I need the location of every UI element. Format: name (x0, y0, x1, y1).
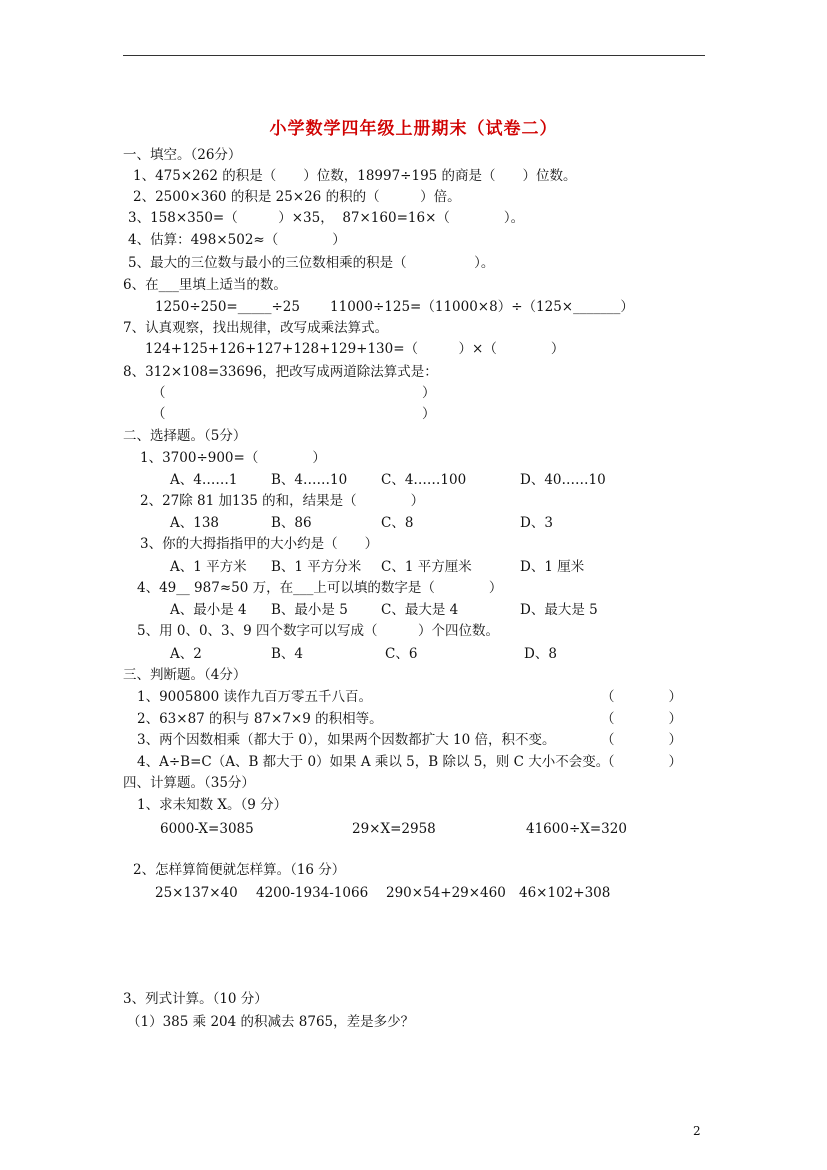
judge-item-2: 2、63×87 的积与 87×7×9 的积相等。 (137, 711, 383, 727)
question-2-4: 4、49__ 987≈50 万，在___上可以填的数字是（ ） (137, 580, 503, 596)
option-2-5-c: C、6 (385, 646, 418, 662)
option-2-5-d: D、8 (524, 646, 557, 662)
question-1-2: 2、2500×360 的积是 25×26 的积的（ ）倍。 (133, 189, 461, 205)
option-2-2-d: D、3 (520, 515, 553, 531)
page-number: 2 (693, 1124, 701, 1138)
question-1-8-answer-b: （ ） (152, 406, 436, 422)
question-1-4: 4、估算：498×502≈（ ） (128, 232, 346, 248)
option-2-2-c: C、8 (381, 515, 414, 531)
option-2-4-d: D、最大是 5 (520, 602, 598, 618)
option-2-3-c: C、1 平方厘米 (381, 559, 472, 575)
calc-part-3-question-1: （1）385 乘 204 的积减去 8765，差是多少？ (127, 1014, 415, 1030)
option-2-2-a: A、138 (170, 515, 220, 531)
option-2-4-a: A、最小是 4 (170, 602, 247, 618)
option-2-3-a: A、1 平方米 (170, 559, 247, 575)
judge-bracket-1: （ ） (601, 689, 682, 705)
question-2-1: 1、3700÷900=（ ） (140, 450, 326, 466)
equation-3: 41600÷X=320 (526, 821, 627, 837)
judge-item-3: 3、两个因数相乘（都大于 0），如果两个因数都扩大 10 倍，积不变。 (137, 732, 556, 748)
header-rule (123, 55, 705, 56)
equation-1: 6000-X=3085 (160, 821, 254, 837)
calc-part-2: 2、怎样算简便就怎样算。（16 分） (133, 862, 346, 878)
judge-bracket-4: （ ） (601, 754, 682, 770)
calc-part-3: 3、列式计算。（10 分） (123, 991, 268, 1007)
option-2-1-a: A、4……1 (170, 472, 238, 488)
question-1-1: 1、475×262 的积是（ ）位数，18997÷195 的商是（ ）位数。 (133, 168, 577, 184)
section-4-heading: 四、计算题。（35分） (123, 775, 255, 791)
expression-1: 25×137×40 (155, 885, 238, 901)
option-2-1-b: B、4……10 (271, 472, 348, 488)
question-2-5: 5、用 0、0、3、9 四个数字可以写成（ ）个四位数。 (137, 623, 500, 639)
option-2-1-c: C、4……100 (381, 472, 467, 488)
question-1-6: 6、在___里填上适当的数。 (123, 277, 287, 293)
question-1-6-line: 1250÷250=_____÷25 11000÷125=（11000×8）÷（125×_______） (155, 299, 634, 315)
option-2-2-b: B、86 (271, 515, 312, 531)
question-1-7: 7、认真观察，找出规律，改写成乘法算式。 (123, 320, 389, 336)
option-2-3-d: D、1 厘米 (520, 559, 585, 575)
option-2-1-d: D、40……10 (520, 472, 606, 488)
expression-2: 4200-1934-1066 (256, 885, 369, 901)
question-1-8: 8、312×108=33696，把改写成两道除法算式是： (123, 364, 438, 380)
expression-4: 46×102+308 (519, 885, 611, 901)
question-1-8-answer-a: （ ） (152, 385, 436, 401)
section-2-heading: 二、选择题。（5分） (123, 428, 247, 444)
judge-bracket-3: （ ） (601, 732, 682, 748)
judge-item-1: 1、9005800 读作九百万零五千八百。 (137, 689, 373, 705)
question-1-3: 3、158×350=（ ）×35， 87×160=16×（ ）。 (128, 210, 525, 226)
option-2-5-a: A、2 (170, 646, 202, 662)
option-2-3-b: B、1 平方分米 (271, 559, 362, 575)
question-1-5: 5、最大的三位数与最小的三位数相乘的积是（ ）。 (128, 255, 495, 271)
option-2-4-b: B、最小是 5 (271, 602, 348, 618)
question-2-2: 2、27除 81 加135 的和，结果是（ ） (140, 493, 425, 509)
calc-part-1: 1、求未知数 X。（9 分） (137, 797, 288, 813)
question-1-7-line: 124+125+126+127+128+129+130=（ ）×（ ） (145, 341, 565, 357)
page-title: 小学数学四年级上册期末（试卷二） (269, 119, 558, 139)
option-2-4-c: C、最大是 4 (381, 602, 459, 618)
section-3-heading: 三、判断题。（4分） (123, 667, 247, 683)
section-1-heading: 一、填空。（26分） (123, 147, 242, 163)
judge-bracket-2: （ ） (601, 711, 682, 727)
equation-2: 29×X=2958 (352, 821, 436, 837)
question-2-3: 3、你的大拇指指甲的大小约是（ ） (140, 536, 379, 552)
judge-item-4: 4、A÷B=C（A、B 都大于 0）如果 A 乘以 5，B 除以 5，则 C 大小不会变。 (137, 754, 610, 770)
expression-3: 290×54+29×460 (386, 885, 506, 901)
option-2-5-b: B、4 (271, 646, 304, 662)
